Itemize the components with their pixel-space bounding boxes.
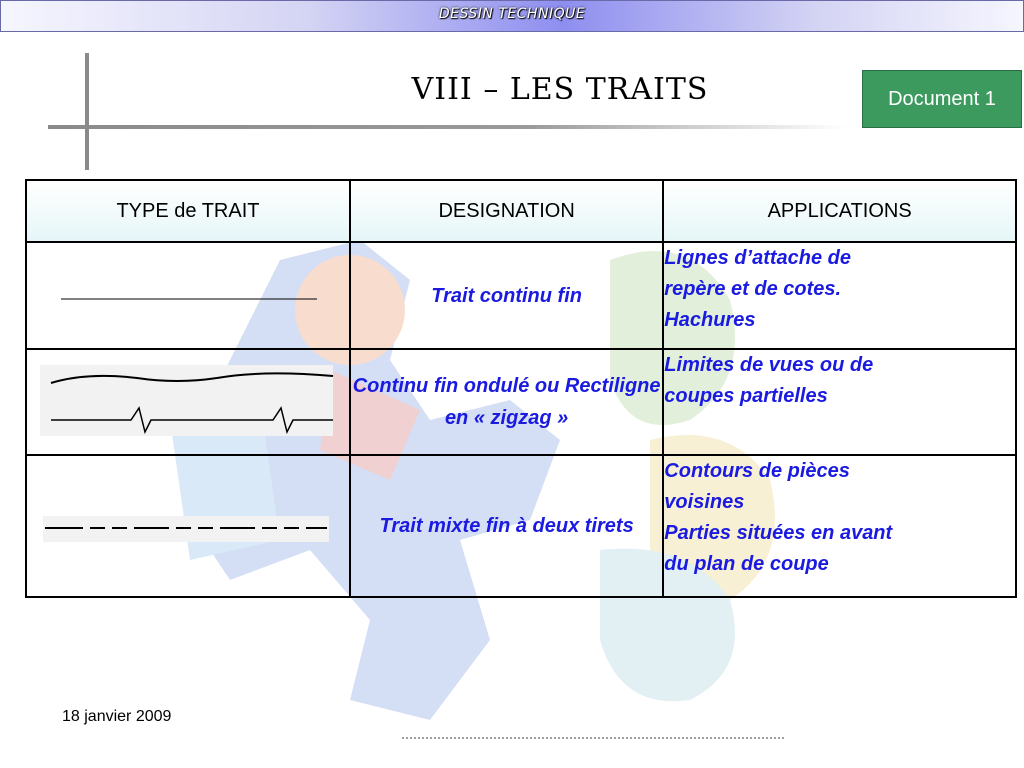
application-text: coupes partielles bbox=[664, 385, 828, 407]
column-header-designation: DESIGNATION bbox=[350, 180, 663, 242]
header-banner bbox=[0, 0, 1024, 32]
application-text: voisines bbox=[664, 491, 745, 513]
designation-text: Rectiligne en « zigzag » bbox=[444, 375, 661, 429]
applications-cell bbox=[663, 455, 1016, 597]
applications-cell bbox=[663, 242, 1016, 349]
line-sample-cell bbox=[26, 455, 350, 597]
designation-text: Trait mixte fin à deux bbox=[379, 515, 580, 537]
decorative-horizontal-line bbox=[48, 125, 848, 129]
header-banner-text: DESSIN TECHNIQUE bbox=[438, 6, 586, 22]
designation-text: Continu fin ondulé bbox=[352, 375, 530, 397]
continuous-thin-line-sample bbox=[27, 243, 347, 343]
line-sample-cell bbox=[26, 242, 350, 349]
application-text: Parties situées en avant bbox=[664, 522, 893, 544]
column-header-applications: APPLICATIONS bbox=[663, 180, 1016, 242]
table-row bbox=[26, 242, 1016, 349]
designation-cell bbox=[350, 349, 663, 455]
table-header-row bbox=[26, 180, 1016, 242]
application-text: Contours de pièces bbox=[664, 460, 850, 482]
line-types-table bbox=[25, 179, 1017, 598]
wavy-zigzag-line-sample bbox=[27, 350, 347, 449]
application-text: Limites de vues ou de bbox=[664, 354, 874, 376]
document-label-box bbox=[862, 70, 1022, 128]
designation-text: Trait continu fin bbox=[431, 284, 582, 307]
footer-date: 18 janvier 2009 bbox=[62, 708, 172, 725]
footer-dotted-divider bbox=[402, 737, 784, 739]
table-row bbox=[26, 455, 1016, 597]
slide-title: VIII – LES TRAITS bbox=[411, 72, 709, 107]
application-text: du plan de coupe bbox=[664, 553, 829, 575]
line-sample-cell bbox=[26, 349, 350, 455]
designation-cell bbox=[350, 242, 663, 349]
designation-cell bbox=[350, 455, 663, 597]
table-row bbox=[26, 349, 1016, 455]
application-text: Hachures bbox=[664, 309, 756, 331]
dash-dot-dot-line-sample bbox=[27, 456, 347, 591]
designation-text: ou bbox=[534, 375, 560, 397]
designation-text: tirets bbox=[584, 515, 634, 537]
application-text: repère et de cotes. bbox=[664, 278, 842, 300]
decorative-vertical-line bbox=[85, 53, 89, 170]
document-label: Document 1 bbox=[888, 88, 996, 110]
column-header-type: TYPE de TRAIT bbox=[26, 180, 350, 242]
application-text: Lignes d’attache de bbox=[664, 247, 852, 269]
applications-cell bbox=[663, 349, 1016, 455]
